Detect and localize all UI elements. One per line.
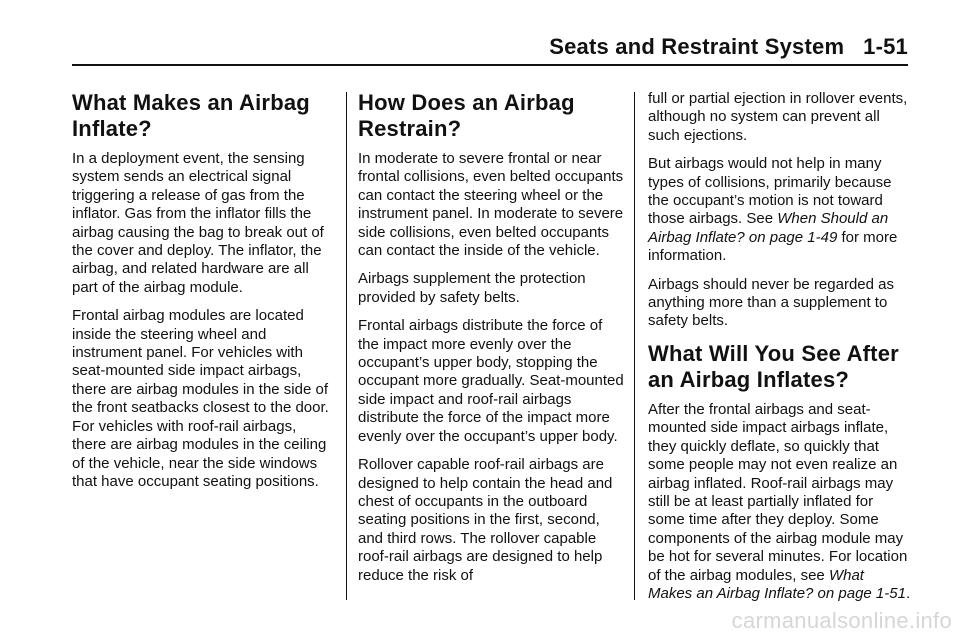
section-title: Seats and Restraint System (549, 34, 845, 59)
paragraph: Rollover capable roof-rail airbags are designed to help contain the head and chest of occupants in the outboard seating positions in the first, second, and third rows. The rollover capable roof-rail airbags are designed to help reduce the risk of (358, 456, 613, 584)
section-heading-airbag-inflate: What Makes an Airbag Inflate? (72, 90, 310, 141)
paragraph: Airbags supplement the protection provided by safety belts. (358, 270, 586, 306)
paragraph: In moderate to severe frontal or near frontal collisions, even belted occupants can contact the steering wheel or the instrument panel. In moderate to severe side collisions, even belted occupants can contact the inside of the vehicle. (358, 150, 624, 260)
watermark: carmanualsonline.info (731, 608, 952, 633)
text: . (905, 584, 911, 602)
paragraph: In a deployment event, the sensing system sends an electrical signal triggering a release of gas from the inflator. Gas from the inflator fills the airbag causing the bag to break out of the cover and deploy. The inflator, the airbag, and related hardware are all part of the airbag module. (72, 150, 324, 296)
paragraph: Frontal airbags distribute the force of the impact more evenly over the occupant’s upper body, stopping the occupant more gradually. Seat-mounted side impact and roof-rail airbags distribute the force of the impact more evenly over the occupant’s upper body. (358, 317, 624, 445)
column-1 (72, 90, 334, 501)
column-2 (358, 90, 626, 595)
section-heading-airbag-restrain: How Does an Airbag Restrain? (358, 90, 575, 141)
page-reference-link[interactable]: What Makes an Airbag Inflate? on page 1-51 (648, 566, 906, 602)
paragraph (648, 401, 912, 603)
page-reference-link[interactable]: When Should an Airbag Inflate? on page 1-49 (648, 210, 889, 246)
text: But airbags would not help in many types of collisions, primarily because the occupant’s motion is not toward those airbags. See (648, 155, 892, 228)
paragraph (648, 155, 912, 265)
paragraph: Frontal airbag modules are located inside the steering wheel and instrument panel. For vehicles with seat-mounted side impact airbags, there are airbag modules in the side of the front seatbacks closest to the door. For vehicles with roof-rail airbags, there are airbag modules in the ceiling of the vehicle, near the side windows that have occupant seating positions. (72, 307, 329, 490)
text: for more information. (648, 228, 898, 265)
header-title (549, 34, 908, 60)
column-divider (634, 92, 635, 600)
column-3 (648, 90, 912, 613)
text: After the frontal airbags and seat-mounted side impact airbags inflate, they quickly deflate, so quickly that some people may not even realize an airbag inflated. Roof-rail airbags may still be at least partially inflated for some time after they deploy. Some components of the airbag module may be hot for several minutes. For location of the airbag modules, see (648, 400, 908, 584)
page-header (72, 30, 908, 66)
paragraph: Airbags should never be regarded as anything more than a supplement to safety belts. (648, 275, 894, 330)
paragraph: full or partial ejection in rollover events, although no system can prevent all such ejections. (648, 90, 908, 144)
section-heading-after-inflate: What Will You See After an Airbag Inflates? (648, 340, 899, 392)
column-divider (346, 92, 347, 600)
page-number: 1-51 (863, 34, 908, 59)
